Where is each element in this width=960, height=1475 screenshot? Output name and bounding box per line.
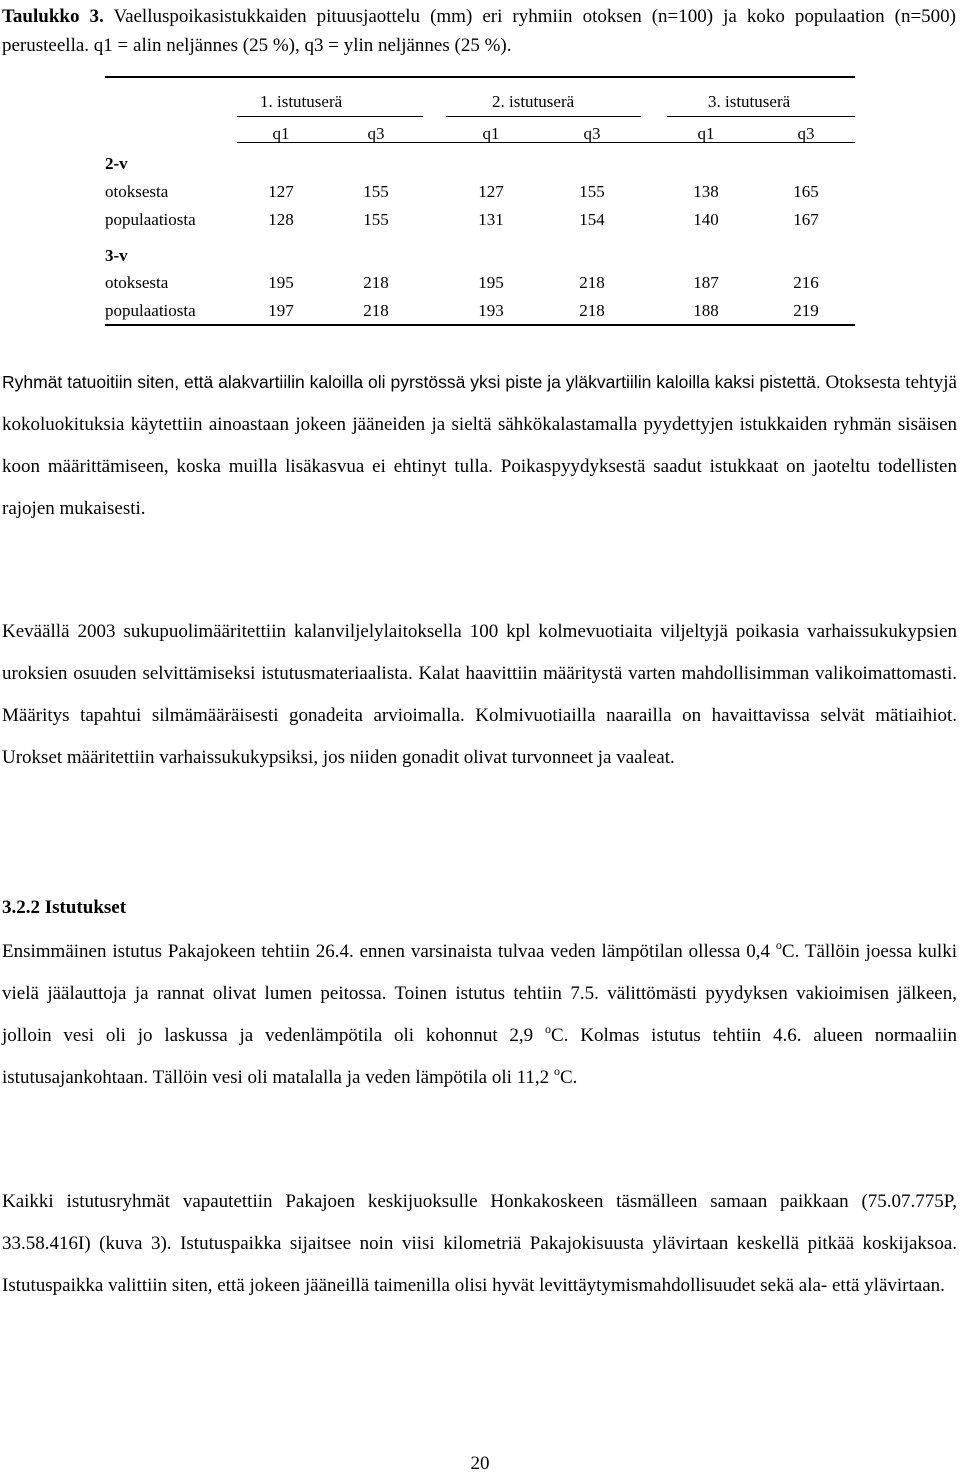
- paragraph-sans-text: Ryhmät tatuoitiin siten, että alakvartiilin kaloilla oli pyrstössä yksi piste ja yläkvartiilin kaloilla kaksi pistettä.: [2, 372, 821, 392]
- batch-rule-2: [446, 116, 641, 117]
- degree-superscript: o: [775, 938, 782, 952]
- table-cell: 218: [363, 273, 389, 292]
- table-cell: 188: [693, 301, 719, 320]
- table-cell: 216: [793, 273, 819, 292]
- batch-header-3: 3. istutuserä: [708, 92, 791, 111]
- table-caption: [2, 2, 956, 60]
- table-cell: 138: [693, 182, 719, 201]
- table-cell: 155: [363, 210, 389, 229]
- table-cell: 165: [793, 182, 819, 201]
- batch-header-2: 2. istutuserä: [492, 92, 575, 111]
- paragraph-text: Otoksesta tehtyjä kokoluokituksia käytettiin ainoastaan jokeen jääneiden ja sieltä sähkökalastamalla pyydettyjen istukkaiden ryhmän sisäisen koon määrittämiseen, koska muilla lisäkasvua ei ehtinyt tulla. Poikaspyydyksestä saadut istukkaat on jaoteltu todellisten rajojen mukaisesti.: [2, 372, 957, 519]
- subheader-rule: [237, 142, 855, 143]
- row-label: populaatiosta: [105, 301, 196, 320]
- table-cell: 218: [579, 273, 605, 292]
- table-cell: 219: [793, 301, 819, 320]
- table-cell: 195: [478, 273, 504, 292]
- page-number: 20: [470, 1453, 490, 1474]
- subheader-q3: q3: [367, 124, 385, 143]
- paragraph-sex-determination: Keväällä 2003 sukupuolimääritettiin kalanviljelylaitoksella 100 kpl kolmevuotiaita viljeltyjä poikasia varhaissukukypsien uroksien osuuden selvittämiseksi istutusmateriaalista. Kalat haavittiin määritystä varten mahdollisimman valikoimattomasti. Määritys tapahtui silmämääräisesti gonadeita arvioimalla. Kolmivuotiailla naarailla on havaittavissa selvät mätiaihiot. Urokset määritettiin varhaissukukypsiksi, jos niiden gonadit olivat turvonneet ja vaaleat.: [2, 621, 957, 768]
- table-cell: 195: [268, 273, 294, 292]
- paragraph-text: C.: [559, 1067, 578, 1088]
- subheader-q3: q3: [797, 124, 815, 143]
- table-cell: 218: [363, 301, 389, 320]
- paragraph-groups: [2, 361, 957, 530]
- paragraph-text: Ensimmäinen istutus Pakajokeen tehtiin 26.4. ennen varsinaista tulvaa veden lämpötilan ollessa 0,4: [2, 941, 776, 962]
- batch-header-1: 1. istutuserä: [260, 92, 343, 111]
- subheader-q1: q1: [482, 124, 500, 143]
- subheader-q1: q1: [697, 124, 715, 143]
- group-label: 2-v: [105, 154, 128, 173]
- subheader-q3: q3: [583, 124, 601, 143]
- section-heading: 3.2.2 Istutukset: [2, 897, 127, 918]
- table-cell: 193: [478, 301, 504, 320]
- table-cell: 187: [693, 273, 719, 292]
- batch-rule-1: [237, 116, 423, 117]
- table-cell: 127: [478, 182, 504, 201]
- table-cell: 155: [363, 182, 389, 201]
- subheader-q1: q1: [272, 124, 290, 143]
- table-cell: 197: [268, 301, 294, 320]
- table-cell: 128: [268, 210, 294, 229]
- paragraph-stockings: [2, 931, 957, 1099]
- table-cell: 154: [579, 210, 605, 229]
- degree-superscript: o: [545, 1022, 551, 1036]
- table-cell: 218: [579, 301, 605, 320]
- paragraph-release-site: Kaikki istutusryhmät vapautettiin Pakajoen keskijuoksulle Honkakoskeen täsmälleen samaan paikkaan (75.07.775P, 33.58.416I) (kuva 3). Istutuspaikka sijaitsee noin viisi kilometriä Pakajokisuusta ylävirtaan keskellä pitkää koskijaksoa. Istutuspaikka valittiin siten, että jokeen jääneillä taimenilla olisi hyvät levittäytymismahdollisuudet sekä ala- että ylävirtaan.: [2, 1191, 957, 1296]
- table-top-rule: [105, 76, 855, 78]
- degree-superscript: o: [553, 1064, 560, 1078]
- table-cell: 140: [693, 210, 719, 229]
- caption-label: Taulukko 3.: [2, 6, 104, 27]
- table-bottom-rule: [105, 324, 855, 326]
- table-cell: 127: [268, 182, 294, 201]
- batch-rule-3: [667, 116, 855, 117]
- table-cell: 167: [793, 210, 819, 229]
- caption-text: Vaelluspoikasistukkaiden pituusjaottelu (mm) eri ryhmiin otoksen (n=100) ja koko populaation (n=500) perusteella. q1 = alin neljännes (25 %), q3 = ylin neljännes (25 %).: [2, 6, 956, 56]
- table-cell: 155: [579, 182, 605, 201]
- row-label: otoksesta: [105, 273, 169, 292]
- row-label: populaatiosta: [105, 210, 196, 229]
- group-label: 3-v: [105, 246, 128, 265]
- paragraph-text: C. Kolmas istutus tehtiin 4.6. alueen normaaliin istutusajankohtaan. Tällöin vesi oli matalalla ja veden lämpötila oli 11,2: [2, 1025, 957, 1088]
- table-cell: 131: [478, 210, 504, 229]
- row-label: otoksesta: [105, 182, 169, 201]
- paragraph-text: C. Tällöin joessa kulki vielä jäälauttoja ja rannat olivat lumen peitossa. Toinen istutus tehtiin 7.5. välittömästi pyydyksen vakioimisen jälkeen, jolloin vesi oli jo laskussa ja vedenlämpötila oli kohonnut 2,9: [2, 941, 957, 1046]
